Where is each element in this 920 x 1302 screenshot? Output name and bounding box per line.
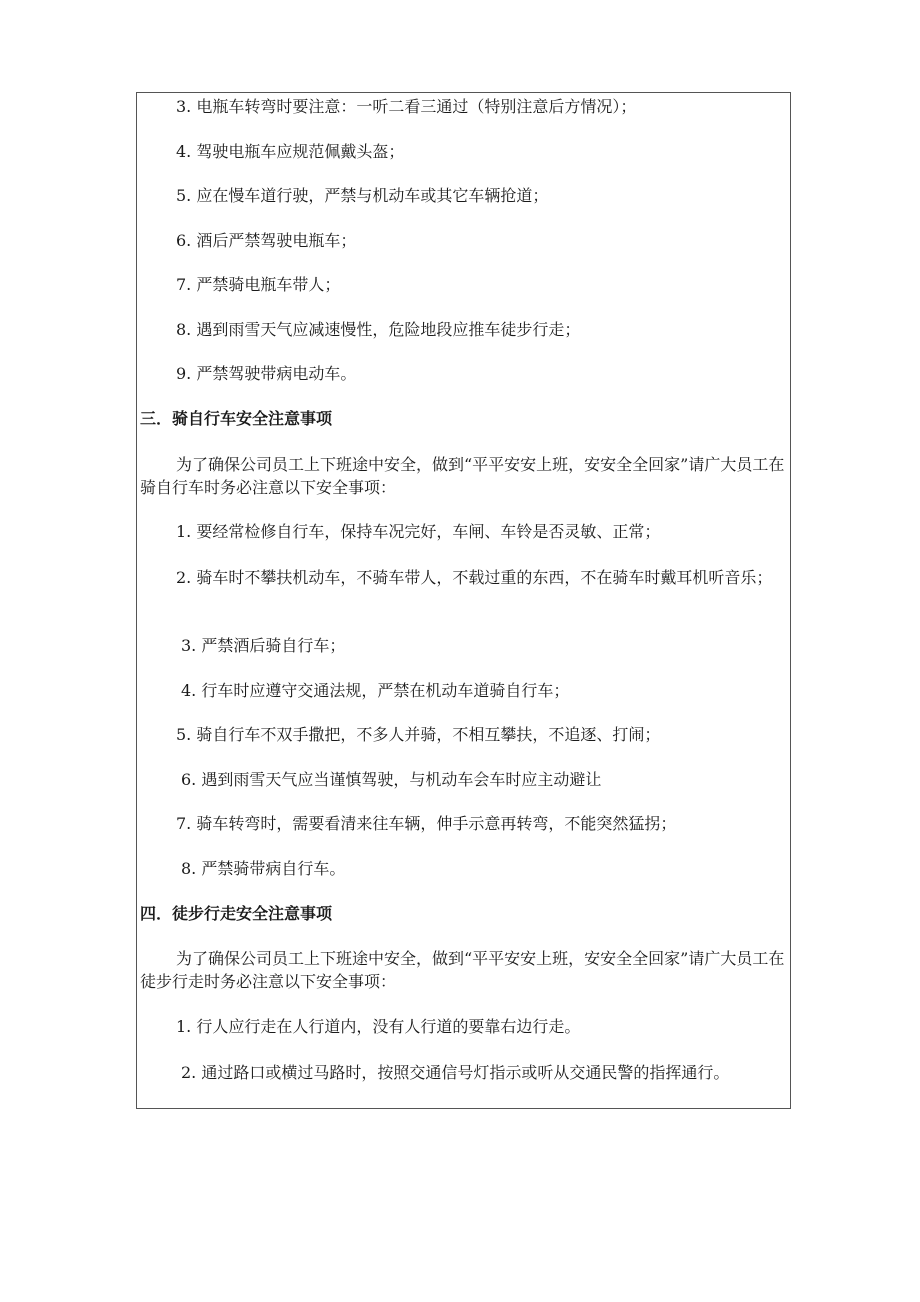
- s2-item-3: 3. 电瓶车转弯时要注意：一听二看三通过（特别注意后方情况）；: [176, 97, 637, 116]
- s2-item-7: 7. 严禁骑电瓶车带人；: [176, 275, 341, 294]
- s3-item-5: 5. 骑自行车不双手撒把，不多人并骑，不相互攀扶，不追逐、打闹；: [176, 725, 661, 744]
- s3-item-7: 7. 骑车转弯时，需要看清来往车辆，伸手示意再转弯，不能突然猛拐；: [176, 814, 677, 833]
- s3-item-4: 4. 行车时应遵守交通法规，严禁在机动车道骑自行车；: [181, 681, 570, 700]
- section3-heading: 三．骑自行车安全注意事项: [140, 409, 333, 428]
- s2-item-4: 4. 驾驶电瓶车应规范佩戴头盔；: [176, 142, 405, 161]
- section3-intro: 为了确保公司员工上下班途中安全，做到“平平安安上班，安安全全回家”请广大员工在骑自行车时务必注意以下安全事项：: [140, 455, 785, 497]
- section4-intro: 为了确保公司员工上下班途中安全，做到“平平安安上班，安安全全回家”请广大员工在徒步行走时务必注意以下安全事项：: [140, 949, 785, 991]
- s4-item-1: 1. 行人应行走在人行道内，没有人行道的要靠右边行走。: [176, 1017, 581, 1036]
- s2-item-9: 9. 严禁驾驶带病电动车。: [176, 364, 357, 383]
- section4-heading: 四．徒步行走安全注意事项: [140, 904, 333, 923]
- s2-item-5: 5. 应在慢车道行驶，严禁与机动车或其它车辆抢道；: [176, 186, 549, 205]
- s3-item-6: 6. 遇到雨雪天气应当谨慎驾驶，与机动车会车时应主动避让: [181, 770, 602, 789]
- s3-item-3: 3. 严禁酒后骑自行车；: [181, 636, 346, 655]
- s3-item-8: 8. 严禁骑带病自行车。: [181, 859, 346, 878]
- s2-item-6: 6. 酒后严禁驾驶电瓶车；: [176, 231, 357, 250]
- s4-item-2: 2. 通过路口或横过马路时，按照交通信号灯指示或听从交通民警的指挥通行。: [181, 1063, 730, 1082]
- s3-item-1: 1. 要经常检修自行车，保持车况完好，车闸、车铃是否灵敏、正常；: [176, 522, 661, 541]
- s2-item-8: 8. 遇到雨雪天气应减速慢性，危险地段应推车徒步行走；: [176, 320, 581, 339]
- s3-item-2: 2. 骑车时不攀扶机动车，不骑车带人，不载过重的东西，不在骑车时戴耳机听音乐；: [176, 568, 773, 587]
